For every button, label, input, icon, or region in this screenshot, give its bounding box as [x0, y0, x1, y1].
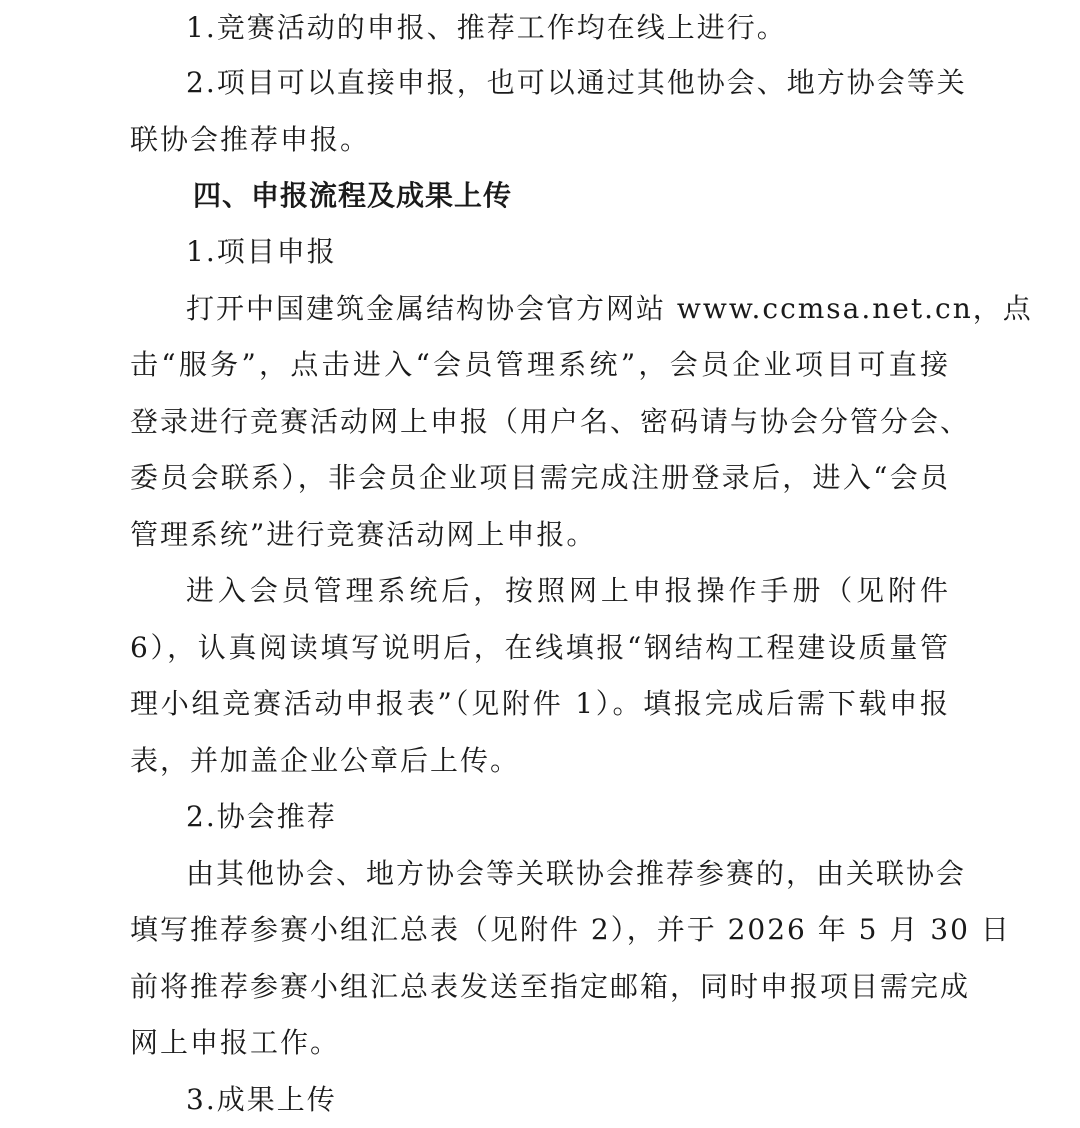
paragraph-line-2: 2.项目可以直接申报，也可以通过其他协会、地方协会等关	[186, 66, 967, 99]
paragraph-line-8: 登录进行竞赛活动网上申报（用户名、密码请与协会分管分会、	[130, 405, 971, 438]
subsection-heading-2: 2.协会推荐	[186, 800, 337, 833]
paragraph-line-11: 进入会员管理系统后，按照网上申报操作手册（见附件	[186, 574, 950, 607]
subsection-heading-1: 1.项目申报	[186, 235, 337, 268]
paragraph-line-17: 填写推荐参赛小组汇总表（见附件 2），并于 2026 年 5 月 30 日	[130, 913, 1011, 946]
subsection-heading-3: 3.成果上传	[186, 1083, 337, 1116]
paragraph-line-14: 表，并加盖企业公章后上传。	[130, 744, 521, 777]
paragraph-line-3: 联协会推荐申报。	[130, 123, 371, 156]
paragraph-line-19: 网上申报工作。	[130, 1026, 341, 1059]
paragraph-line-7: 击“服务”，点击进入“会员管理系统”，会员企业项目可直接	[130, 348, 950, 381]
paragraph-line-16: 由其他协会、地方协会等关联协会推荐参赛的，由关联协会	[186, 857, 967, 890]
paragraph-line-1: 1.竞赛活动的申报、推荐工作均在线上进行。	[186, 11, 787, 44]
paragraph-line-12: 6），认真阅读填写说明后，在线填报“钢结构工程建设质量管	[130, 631, 950, 664]
section-heading: 四、申报流程及成果上传	[193, 179, 513, 212]
paragraph-line-9: 委员会联系），非会员企业项目需完成注册登录后，进入“会员	[130, 461, 950, 494]
paragraph-line-6: 打开中国建筑金属结构协会官方网站 www.ccmsa.net.cn，点	[186, 292, 1033, 325]
paragraph-line-10: 管理系统”进行竞赛活动网上申报。	[130, 518, 597, 551]
paragraph-line-18: 前将推荐参赛小组汇总表发送至指定邮箱，同时申报项目需完成	[130, 970, 971, 1003]
paragraph-line-13: 理小组竞赛活动申报表”（见附件 1）。填报完成后需下载申报	[130, 687, 950, 720]
